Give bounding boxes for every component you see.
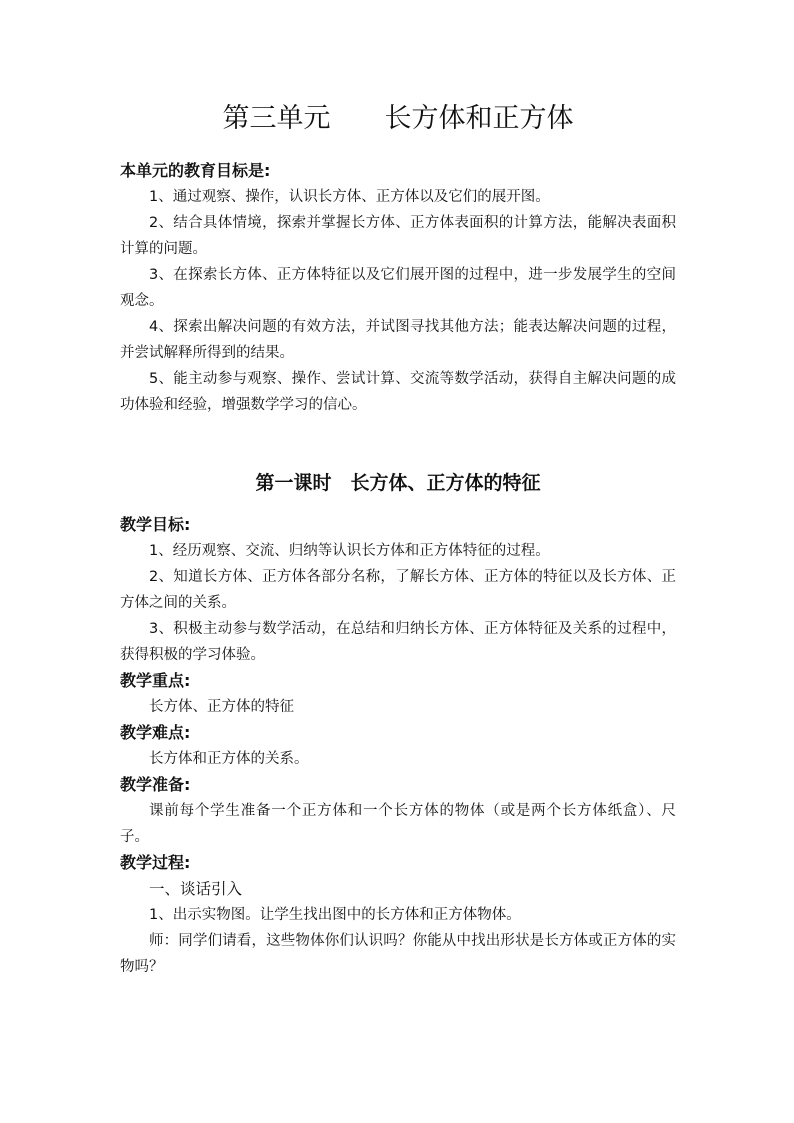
unit-goal-item: 4、探索出解决问题的有效方法，并试图寻找其他方法；能表达解决问题的过程，并尝试解释所得到的结果。	[120, 319, 676, 361]
process-item: 1、出示实物图。让学生找出图中的长方体和正方体物体。	[149, 907, 521, 923]
preparation-section	[120, 772, 676, 850]
unit-goal-item: 2、结合具体情境，探索并掌握长方体、正方体表面积的计算方法，能解决表面积计算的问题。	[120, 215, 676, 257]
teaching-goal-item: 1、经历观察、交流、归纳等认识长方体和正方体特征的过程。	[149, 543, 550, 559]
difficulties-section	[120, 720, 676, 772]
difficulties-text: 长方体和正方体的关系。	[149, 751, 309, 767]
key-points-section	[120, 668, 676, 720]
process-heading: 教学过程:	[120, 853, 191, 872]
process-item: 师：同学们请看，这些物体你们认识吗？你能从中找出形状是长方体或正方体的实物吗？	[120, 933, 676, 975]
unit-goals-heading: 本单元的教育目标是:	[120, 161, 271, 180]
difficulties-heading: 教学难点:	[120, 723, 191, 742]
key-points-heading: 教学重点:	[120, 671, 191, 690]
unit-goal-item: 3、在探索长方体、正方体特征以及它们展开图的过程中，进一步发展学生的空间观念。	[120, 267, 676, 309]
document-content	[120, 98, 676, 980]
process-section-title: 一、谈话引入	[149, 880, 243, 898]
preparation-heading: 教学准备:	[120, 775, 191, 794]
teaching-goal-item: 3、积极主动参与数学活动，在总结和归纳长方体、正方体特征及关系的过程中，获得积极的学习体验。	[120, 621, 676, 663]
key-points-text: 长方体、正方体的特征	[149, 699, 294, 715]
unit-title: 第三单元 长方体和正方体	[222, 103, 574, 134]
process-section	[120, 850, 676, 980]
lesson-title: 第一课时 长方体、正方体的特征	[255, 472, 541, 494]
teaching-goals-section	[120, 512, 676, 668]
teaching-goals-heading: 教学目标:	[120, 515, 191, 534]
unit-goal-item: 1、通过观察、操作，认识长方体、正方体以及它们的展开图。	[149, 189, 550, 205]
unit-goal-item: 5、能主动参与观察、操作、尝试计算、交流等数学活动，获得自主解决问题的成功体验和经验，增强数学学习的信心。	[120, 371, 676, 413]
unit-goals-section	[120, 158, 676, 418]
preparation-text: 课前每个学生准备一个正方体和一个长方体的物体（或是两个长方体纸盒）、尺子。	[120, 803, 676, 845]
teaching-goal-item: 2、知道长方体、正方体各部分名称，了解长方体、正方体的特征以及长方体、正方体之间的关系。	[120, 569, 676, 611]
